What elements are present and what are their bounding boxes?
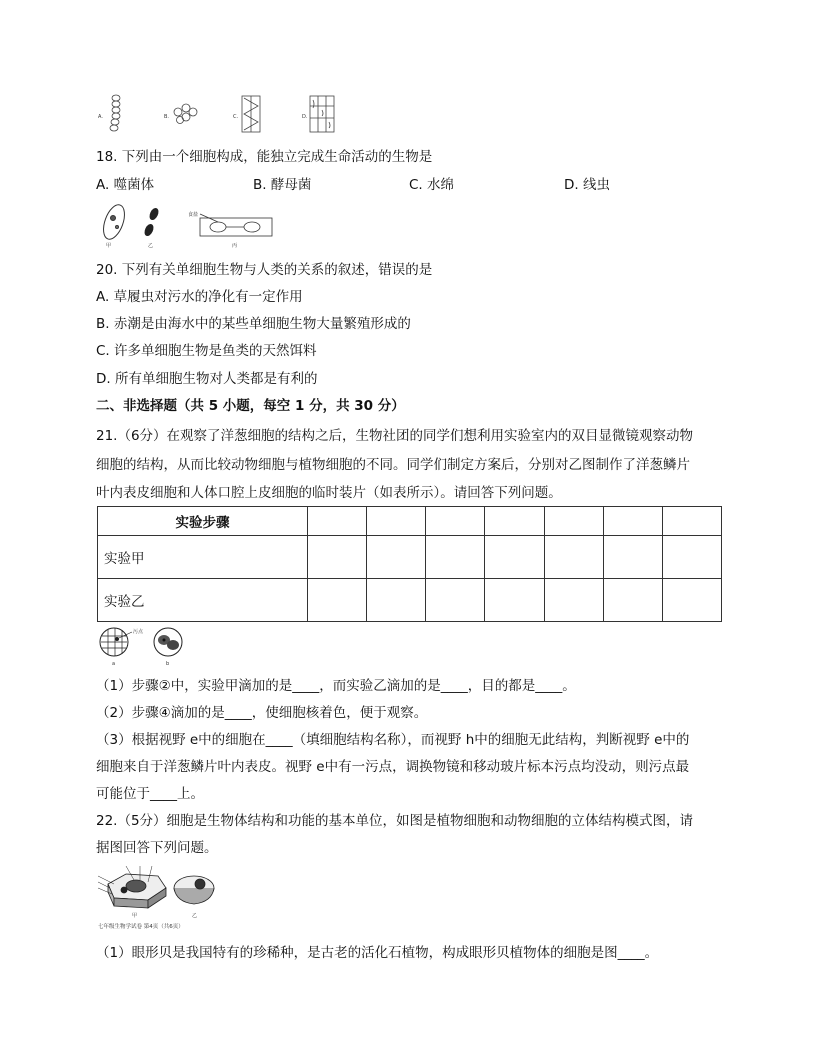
q21-stem-line-1: 21.（6分）在观察了洋葱细胞的结构之后，生物社团的同学们想利用实验室内的双目显微镜观察动物 <box>96 428 694 444</box>
svg-text:乙: 乙 <box>148 243 154 249</box>
svg-text:甲: 甲 <box>106 243 112 249</box>
figure-q19 <box>96 200 276 250</box>
paramecium-b <box>143 207 159 237</box>
figure-q21-fields <box>98 626 193 668</box>
question-20-stem: 20. 下列有关单细胞生物与人类的关系的叙述，错误的是 <box>96 262 433 278</box>
q20-option-b: B. 赤潮是由海水中的某些单细胞生物大量繁殖形成的 <box>96 316 411 332</box>
svg-text:C.: C. <box>233 114 239 120</box>
q21-sub-3-line-3: 可能位于____上。 <box>96 786 204 802</box>
figure-q17 <box>96 92 346 134</box>
table-header-steps: 实验步骤 <box>98 507 308 536</box>
svg-text:丙: 丙 <box>232 243 238 249</box>
experiment-steps-table <box>97 506 722 622</box>
field-b <box>154 628 182 656</box>
q18-option-b: B. 酵母菌 <box>253 177 312 193</box>
page-footer: 七年级生物学试卷 第4页（共6页） <box>98 924 184 930</box>
q18-option-d: D. 线虫 <box>564 177 610 193</box>
q22-stem-line-2: 据图回答下列问题。 <box>96 840 218 856</box>
q22-stem-line-1: 22.（5分）细胞是生物体结构和功能的基本单位，如图是植物细胞和动物细胞的立体结构模式图，请 <box>96 813 694 829</box>
q21-sub-1: （1）步骤②中，实验甲滴加的是____，而实验乙滴加的是____，目的都是____。 <box>96 678 576 694</box>
cell-cluster-b <box>174 104 197 124</box>
animal-cell <box>174 876 214 904</box>
microscope-fields-figure <box>98 626 193 668</box>
svg-text:甲: 甲 <box>132 913 138 919</box>
q18-option-a: A. 噬菌体 <box>96 177 155 193</box>
q20-option-c: C. 许多单细胞生物是鱼类的天然饵料 <box>96 343 317 359</box>
svg-text:污点: 污点 <box>133 629 144 635</box>
table-row <box>98 536 722 579</box>
slide-c <box>200 214 272 236</box>
svg-text:乙: 乙 <box>192 913 198 919</box>
svg-text:D.: D. <box>302 114 308 120</box>
question-18-stem: 18. 下列由一个细胞构成，能独立完成生命活动的生物是 <box>96 149 433 165</box>
table-header-row <box>98 507 722 536</box>
table-row <box>98 579 722 622</box>
cell-tissue-d <box>310 96 334 132</box>
svg-text:a: a <box>112 661 116 667</box>
field-a <box>100 628 132 656</box>
svg-text:A.: A. <box>98 114 103 120</box>
q21-sub-3-line-2: 细胞来自于洋葱鳞片叶内表皮。视野 e中有一污点，调换物镜和移动玻片标本污点均没动，则污点最 <box>96 759 690 775</box>
q21-stem-line-3: 叶内表皮细胞和人体口腔上皮细胞的临时装片（如表所示）。请回答下列问题。 <box>96 485 562 501</box>
plant-cell <box>98 866 166 908</box>
row-label-experiment-b: 实验乙 <box>98 579 308 622</box>
q21-stem-line-2: 细胞的结构，从而比较动物细胞与植物细胞的不同。同学们制定方案后，分别对乙图制作了洋葱鳞片 <box>96 457 690 473</box>
q22-sub-1: （1）眼形贝是我国特有的珍稀种，是古老的活化石植物，构成眼形贝植物体的细胞是图____。 <box>96 945 659 961</box>
q18-option-c: C. 水绵 <box>409 177 455 193</box>
paramecium-a <box>99 202 128 242</box>
svg-text:b: b <box>166 661 170 667</box>
q21-sub-2: （2）步骤④滴加的是____，使细胞核着色，便于观察。 <box>96 705 428 721</box>
row-label-experiment-a: 实验甲 <box>98 536 308 579</box>
cell-structure-figure <box>96 862 226 932</box>
q20-option-d: D. 所有单细胞生物对人类都是有利的 <box>96 371 318 387</box>
cell-chain-a <box>110 95 120 131</box>
figure-q22 <box>96 862 226 932</box>
svg-text:食盐: 食盐 <box>188 212 199 218</box>
cell-strand-c <box>242 96 260 132</box>
paramecium-figure <box>96 200 276 250</box>
svg-text:B.: B. <box>164 114 170 120</box>
section-2-heading: 二、非选择题（共 5 小题，每空 1 分，共 30 分） <box>96 398 405 414</box>
q20-option-a: A. 草履虫对污水的净化有一定作用 <box>96 289 303 305</box>
q21-sub-3-line-1: （3）根据视野 e中的细胞在____（填细胞结构名称），而视野 h中的细胞无此结构，判断视野 e中的 <box>96 732 690 748</box>
cell-types-figure <box>96 92 346 134</box>
